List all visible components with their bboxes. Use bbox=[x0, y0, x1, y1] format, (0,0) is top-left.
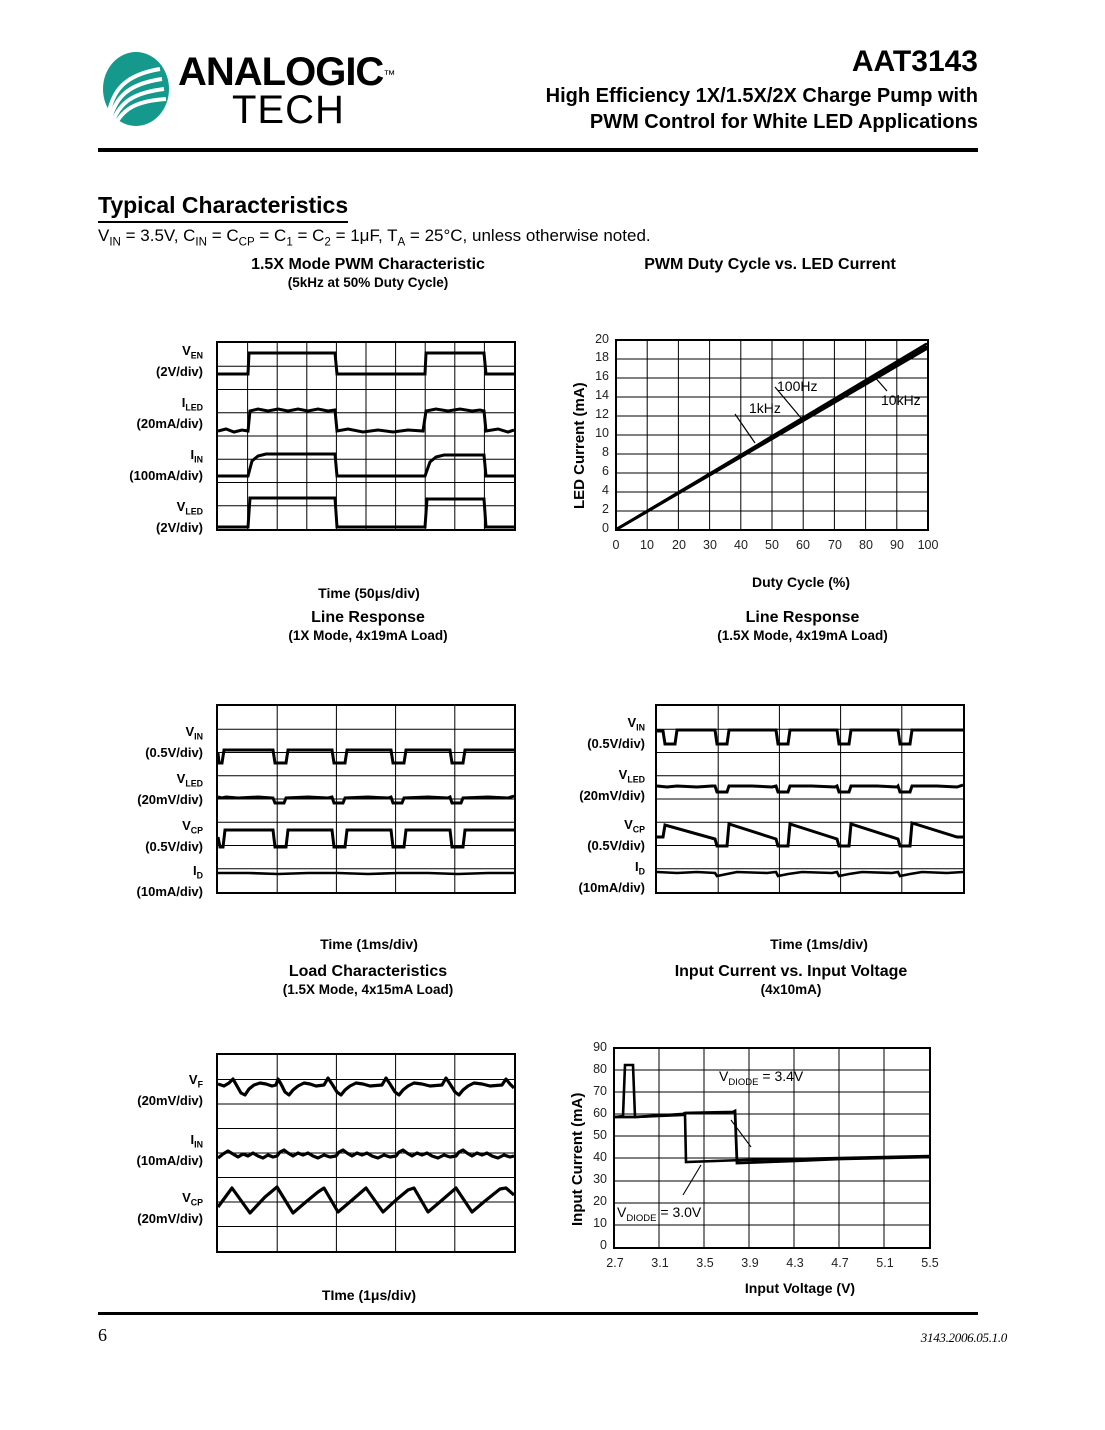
y-tick: 12 bbox=[595, 407, 609, 421]
trace-label-id bbox=[579, 859, 645, 895]
page-title: Typical Characteristics bbox=[98, 192, 348, 223]
x-tick: 3.5 bbox=[696, 1256, 714, 1270]
trace-scale: (20mV/div) bbox=[579, 787, 645, 803]
header-divider bbox=[98, 148, 978, 152]
trace-vcp bbox=[218, 1187, 514, 1213]
x-tick: 4.3 bbox=[786, 1256, 804, 1270]
trace-scale: (20mV/div) bbox=[137, 1092, 203, 1108]
part-number: AAT3143 bbox=[851, 45, 978, 78]
xy-svg bbox=[615, 339, 929, 531]
trace-label-vcp bbox=[145, 818, 203, 854]
scope-axis-labels bbox=[98, 339, 203, 549]
scope-axis-labels bbox=[98, 699, 203, 899]
xy-plot-area bbox=[545, 294, 995, 554]
trace-label-vf bbox=[137, 1072, 203, 1108]
product-subtitle-line2: PWM Control for White LED Applications bbox=[589, 111, 978, 133]
scope-plot bbox=[98, 644, 528, 899]
x-tick: 80 bbox=[859, 538, 873, 552]
y-tick: 6 bbox=[602, 464, 609, 478]
chart-title: Line Response bbox=[311, 609, 425, 626]
y-axis-label: Input Current (mA) bbox=[569, 1092, 586, 1226]
trace-name: $V_{LED}$ bbox=[618, 767, 645, 785]
trace-label-ven bbox=[156, 343, 203, 379]
xy-graticule bbox=[615, 339, 929, 536]
chart-title: PWM Duty Cycle vs. LED Current bbox=[644, 256, 896, 273]
trace-label-vcp bbox=[137, 1190, 203, 1226]
trace-id bbox=[657, 872, 963, 876]
trace-scale: (10mA/div) bbox=[136, 883, 203, 899]
trace-name: $I_D$ bbox=[634, 859, 645, 877]
page-number: 6 bbox=[98, 1325, 107, 1345]
x-tick: 60 bbox=[796, 538, 810, 552]
trace-scale: (0.5V/div) bbox=[145, 744, 203, 760]
trace-label-vled bbox=[579, 767, 645, 803]
chart-pwm-characteristic bbox=[98, 255, 528, 601]
trace-scale: (10mA/div) bbox=[578, 879, 645, 895]
x-tick: 0 bbox=[612, 538, 620, 552]
x-tick: 2.7 bbox=[606, 1256, 624, 1270]
x-tick: 100 bbox=[917, 538, 939, 552]
document-code: 3143.2006.05.1.0 bbox=[920, 1330, 1007, 1345]
trace-iin bbox=[218, 1150, 514, 1158]
trace-name: $V_{LED}$ bbox=[176, 771, 203, 789]
y-tick: 2 bbox=[602, 502, 609, 516]
y-tick: 10 bbox=[595, 426, 609, 440]
y-tick: 16 bbox=[595, 369, 609, 383]
trace-label-vin bbox=[145, 724, 203, 760]
chart-x-caption: Time (50μs/div) bbox=[318, 585, 420, 601]
trace-vcp bbox=[657, 823, 963, 846]
scope-svg bbox=[657, 706, 963, 892]
trace-scale: (20mA/div) bbox=[136, 415, 203, 431]
x-tick: 90 bbox=[890, 538, 904, 552]
annotation-vdiode-34v: $V_{DIODE} = 3.4V$ bbox=[719, 1068, 804, 1088]
chart-x-caption: TIme (1μs/div) bbox=[321, 1287, 417, 1303]
trace-scale: (0.5V/div) bbox=[587, 735, 645, 751]
scope-svg bbox=[218, 343, 514, 529]
chart-load-characteristics bbox=[98, 962, 528, 1303]
chart-title: Load Characteristics bbox=[288, 963, 448, 980]
scope-axis-labels bbox=[545, 699, 645, 899]
trace-label-vin bbox=[587, 715, 645, 751]
y-tick: 8 bbox=[602, 445, 609, 459]
y-axis-label: LED Current (mA) bbox=[571, 382, 588, 509]
trace-vin bbox=[657, 730, 963, 744]
trace-id bbox=[218, 873, 514, 874]
trace-name: $V_{IN}$ bbox=[627, 715, 645, 733]
x-tick: 70 bbox=[828, 538, 842, 552]
xy-plot-area bbox=[545, 1008, 995, 1270]
y-tick: 18 bbox=[595, 350, 609, 364]
footer-divider bbox=[98, 1312, 978, 1315]
y-tick: 14 bbox=[595, 388, 609, 402]
trace-name: $I_{IN}$ bbox=[190, 1132, 203, 1150]
y-tick: 80 bbox=[593, 1062, 607, 1076]
trace-name: $V_{CP}$ bbox=[624, 817, 645, 835]
scope-svg bbox=[218, 1055, 514, 1251]
y-tick: 60 bbox=[593, 1106, 607, 1120]
y-tick: 40 bbox=[593, 1150, 607, 1164]
trademark-icon: ™ bbox=[383, 67, 396, 82]
scope-graticule bbox=[216, 704, 516, 894]
x-tick: 10 bbox=[640, 538, 654, 552]
y-tick: 0 bbox=[602, 521, 609, 535]
annotation-1khz: 1kHz bbox=[749, 400, 781, 416]
trace-name: $I_{LED}$ bbox=[181, 395, 203, 413]
chart-title: Input Current vs. Input Voltage bbox=[674, 963, 908, 980]
x-tick: 5.5 bbox=[921, 1256, 939, 1270]
trace-scale: (0.5V/div) bbox=[587, 837, 645, 853]
analogic-globe-logo bbox=[98, 51, 174, 127]
trace-scale: (0.5V/div) bbox=[145, 838, 203, 854]
trace-scale: (2V/div) bbox=[156, 519, 203, 535]
annotation-vdiode-30v: $V_{DIODE} = 3.0V$ bbox=[617, 1204, 702, 1224]
scope-graticule bbox=[216, 1053, 516, 1253]
trace-name: $V_F$ bbox=[188, 1072, 203, 1090]
trace-name: $V_{IN}$ bbox=[185, 724, 203, 742]
y-tick: 70 bbox=[593, 1084, 607, 1098]
trace-vf bbox=[218, 1078, 514, 1095]
scope-svg bbox=[218, 706, 514, 892]
x-tick: 4.7 bbox=[831, 1256, 849, 1270]
x-tick: 40 bbox=[734, 538, 748, 552]
scope-plot bbox=[98, 998, 528, 1253]
trace-label-iled bbox=[137, 395, 203, 431]
chart-x-caption: Duty Cycle (%) bbox=[751, 574, 851, 590]
y-tick: 10 bbox=[593, 1216, 607, 1230]
scope-plot bbox=[98, 291, 528, 541]
x-tick: 3.9 bbox=[741, 1256, 759, 1270]
page-header bbox=[98, 45, 978, 150]
trace-name: $V_{CP}$ bbox=[182, 818, 203, 836]
scope-plot bbox=[545, 644, 985, 894]
test-conditions: $V_{IN} = 3.5V$, $C_{IN} = C_{CP} = C_1 = C_2 = 1\mu F$, $T_A = 25^\circ C$, unless otherwise noted. bbox=[98, 226, 651, 249]
trace-label-iin bbox=[137, 1132, 203, 1168]
product-subtitle-line1: High Efficiency 1X/1.5X/2X Charge Pump with bbox=[545, 85, 978, 107]
chart-x-caption: Time (1ms/div) bbox=[320, 936, 418, 952]
brand-name-tech: TECH bbox=[232, 88, 345, 132]
annotation-100hz: 100Hz bbox=[777, 378, 818, 394]
y-tick: 0 bbox=[600, 1238, 607, 1252]
y-tick: 50 bbox=[593, 1128, 607, 1142]
x-tick: 50 bbox=[765, 538, 779, 552]
trace-scale: (2V/div) bbox=[156, 363, 203, 379]
y-tick: 4 bbox=[602, 483, 609, 497]
trace-name: $I_{IN}$ bbox=[190, 447, 203, 465]
chart-subtitle: (1X Mode, 4x19mA Load) bbox=[288, 628, 448, 643]
trace-name: $V_{CP}$ bbox=[182, 1190, 203, 1208]
chart-title: Line Response bbox=[745, 609, 860, 626]
trace-label-vled bbox=[156, 499, 203, 535]
trace-scale: (20mV/div) bbox=[137, 1210, 203, 1226]
chart-line-response-1p5x bbox=[545, 608, 985, 952]
chart-title: 1.5X Mode PWM Characteristic bbox=[251, 256, 485, 273]
x-tick: 20 bbox=[672, 538, 686, 552]
chart-subtitle: (1.5X Mode, 4x15mA Load) bbox=[282, 982, 454, 997]
trace-scale: (100mA/div) bbox=[129, 467, 203, 483]
x-tick: 5.1 bbox=[876, 1256, 894, 1270]
trace-name: $I_D$ bbox=[192, 863, 203, 881]
trace-vcp bbox=[218, 830, 514, 847]
scope-axis-labels bbox=[98, 1050, 203, 1255]
y-tick: 30 bbox=[593, 1172, 607, 1186]
trace-scale: (20mV/div) bbox=[137, 791, 203, 807]
trace-label-iin bbox=[129, 447, 203, 483]
trace-vled bbox=[657, 785, 963, 792]
chart-duty-cycle-vs-led-current bbox=[545, 255, 995, 590]
chart-subtitle: (1.5X Mode, 4x19mA Load) bbox=[717, 628, 888, 643]
trace-name: $V_{EN}$ bbox=[182, 343, 203, 361]
scope-graticule bbox=[655, 704, 965, 894]
chart-input-current-vs-input-voltage bbox=[545, 962, 995, 1296]
chart-x-caption: Input Voltage (V) bbox=[744, 1280, 856, 1296]
y-tick: 20 bbox=[593, 1194, 607, 1208]
chart-x-caption: Time (1ms/div) bbox=[770, 936, 868, 952]
chart-line-response-1x bbox=[98, 608, 528, 952]
trace-scale: (10mA/div) bbox=[136, 1152, 203, 1168]
chart-subtitle: (4x10mA) bbox=[760, 982, 822, 997]
trace-label-id bbox=[137, 863, 203, 899]
chart-subtitle: (5kHz at 50% Duty Cycle) bbox=[287, 275, 449, 290]
brand-name-analogic: ANALOGIC bbox=[178, 50, 384, 94]
trace-name: $V_{LED}$ bbox=[176, 499, 203, 517]
brand-wordmark bbox=[178, 50, 396, 132]
x-tick: 3.1 bbox=[651, 1256, 669, 1270]
annotation-10khz: 10kHz bbox=[881, 392, 921, 408]
x-tick: 30 bbox=[703, 538, 717, 552]
trace-vin bbox=[218, 750, 514, 763]
scope-graticule bbox=[216, 341, 516, 531]
trace-label-vcp bbox=[587, 817, 645, 853]
product-subtitle bbox=[546, 83, 978, 135]
y-tick: 20 bbox=[595, 332, 609, 346]
y-tick: 90 bbox=[593, 1040, 607, 1054]
trace-label-vled bbox=[137, 771, 203, 807]
